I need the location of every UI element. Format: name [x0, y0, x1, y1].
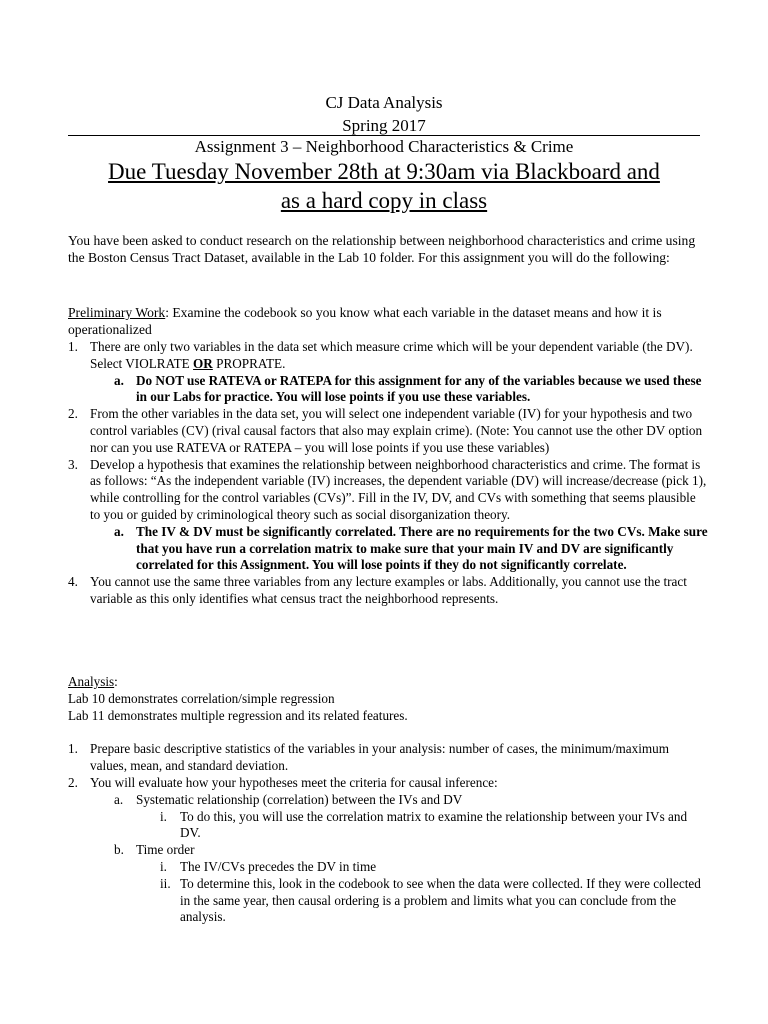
- list-item-text-b: PROPRATE.: [212, 355, 286, 371]
- course-title: CJ Data Analysis: [325, 93, 443, 112]
- list-subitem-text: Do NOT use RATEVA or RATEPA for this assignment for any of the variables because we used these in our Labs for practice. You will lose points if you use these variables.: [136, 372, 702, 405]
- list-number: 2.: [68, 774, 78, 790]
- list-subitem: [114, 792, 708, 809]
- list-item: [68, 339, 708, 373]
- analysis-label: Analysis: [68, 674, 115, 689]
- list-subitem-text: Systematic relationship (correlation) between the IVs and DV: [136, 791, 463, 807]
- list-item-text: [90, 339, 708, 373]
- preliminary-work-paragraph: [68, 304, 708, 338]
- list-subitem: [114, 524, 708, 574]
- list-letter: a.: [114, 372, 124, 388]
- due-date-line-2: as a hard copy in class: [280, 188, 488, 213]
- analysis-colon: :: [114, 674, 118, 689]
- list-number: 1.: [68, 741, 78, 757]
- list-subsubitem-text: To do this, you will use the correlation matrix to examine the relationship between your IVs and DV.: [180, 808, 688, 841]
- due-date-line-1: Due Tuesday November 28th at 9:30am via Blackboard and: [108, 159, 660, 184]
- list-item: [68, 457, 708, 524]
- list-number: 2.: [68, 406, 78, 422]
- assignment-title: Assignment 3 – Neighborhood Characteristics & Crime: [194, 137, 574, 156]
- list-item-text: You will evaluate how your hypotheses meet the criteria for causal inference:: [90, 774, 498, 790]
- list-number: 4.: [68, 574, 78, 590]
- list-letter: a.: [114, 791, 124, 807]
- list-number: 3.: [68, 456, 78, 472]
- term-title: Spring 2017: [342, 116, 426, 135]
- lab10-note: Lab 10 demonstrates correlation/simple regression: [68, 690, 335, 706]
- list-subsubitem: [160, 876, 708, 926]
- list-roman: i.: [160, 808, 167, 824]
- spacer: [68, 724, 708, 741]
- list-subitem-text: Time order: [136, 842, 195, 858]
- list-item-text: From the other variables in the data set, you will select one independent variable (IV) for your hypothesis and two control variables (CV) (rival causal factors that also may explain crime). (Note: You cannot use the other DV option nor can you use RATEVA or RATEPA – you will lose points if you use these variables): [90, 406, 703, 455]
- preliminary-list: [68, 339, 708, 608]
- list-item: [68, 775, 708, 792]
- list-item: [68, 574, 708, 608]
- preliminary-work-text: : Examine the codebook so you know what each variable in the dataset means and how it is operationalized: [68, 305, 662, 337]
- list-item-text-a: There are only two variables in the data set which measure crime which will be your dependent variable (the DV). Select VIOLRATE: [90, 339, 693, 371]
- list-subitem: [114, 842, 708, 859]
- analysis-section: [68, 674, 708, 926]
- list-number: 1.: [68, 339, 78, 354]
- list-item-text: You cannot use the same three variables from any lecture examples or labs. Additionally, you cannot use the tract variable as this only identifies what census tract the neighborhood represents.: [90, 574, 687, 606]
- list-item: [68, 406, 708, 456]
- list-roman: i.: [160, 858, 167, 874]
- list-subsubitem-text: The IV/CVs precedes the DV in time: [180, 858, 377, 874]
- list-letter: b.: [114, 842, 124, 858]
- list-roman: ii.: [160, 875, 171, 891]
- list-item-text: Develop a hypothesis that examines the relationship between neighborhood characteristics and crime. The format is as follows: “As the independent variable (IV) increases, the dependent variable (DV) will increase/decrease (pick 1), while controlling for the control variables (CVs)”. Fill in the IV, DV, and CVs with something that seems plausible to you or guided by criminological theory such as social disorganization theory.: [90, 456, 707, 522]
- intro-paragraph: You have been asked to conduct research on the relationship between neighborhood characteristics and crime using the Boston Census Tract Dataset, available in the Lab 10 folder. For this assignment you will do the following:: [68, 233, 696, 265]
- list-letter: a.: [114, 523, 124, 539]
- list-subitem: [114, 373, 708, 407]
- or-emphasis: OR: [193, 355, 213, 371]
- list-subsubitem: [160, 859, 708, 876]
- lab11-note: Lab 11 demonstrates multiple regression and its related features.: [68, 707, 408, 723]
- list-subsubitem-text: To determine this, look in the codebook to see when the data were collected. If they were collected in the same year, then causal ordering is a problem and limits what you can conclude from the analysis.: [180, 875, 701, 925]
- preliminary-work-label: Preliminary Work: [68, 305, 166, 320]
- list-item-text: Prepare basic descriptive statistics of the variables in your analysis: number of cases, the minimum/maximum values, mean, and standard deviation.: [90, 741, 670, 774]
- list-subitem-text: The IV & DV must be significantly correlated. There are no requirements for the two CVs. Make sure that you have run a correlation matrix to make sure that your main IV and DV are significantly correlated for this Assignment. You will lose points if they do not significantly correlate.: [136, 523, 708, 573]
- list-item: [68, 741, 708, 775]
- analysis-heading: [68, 674, 708, 691]
- list-subsubitem: [160, 809, 708, 843]
